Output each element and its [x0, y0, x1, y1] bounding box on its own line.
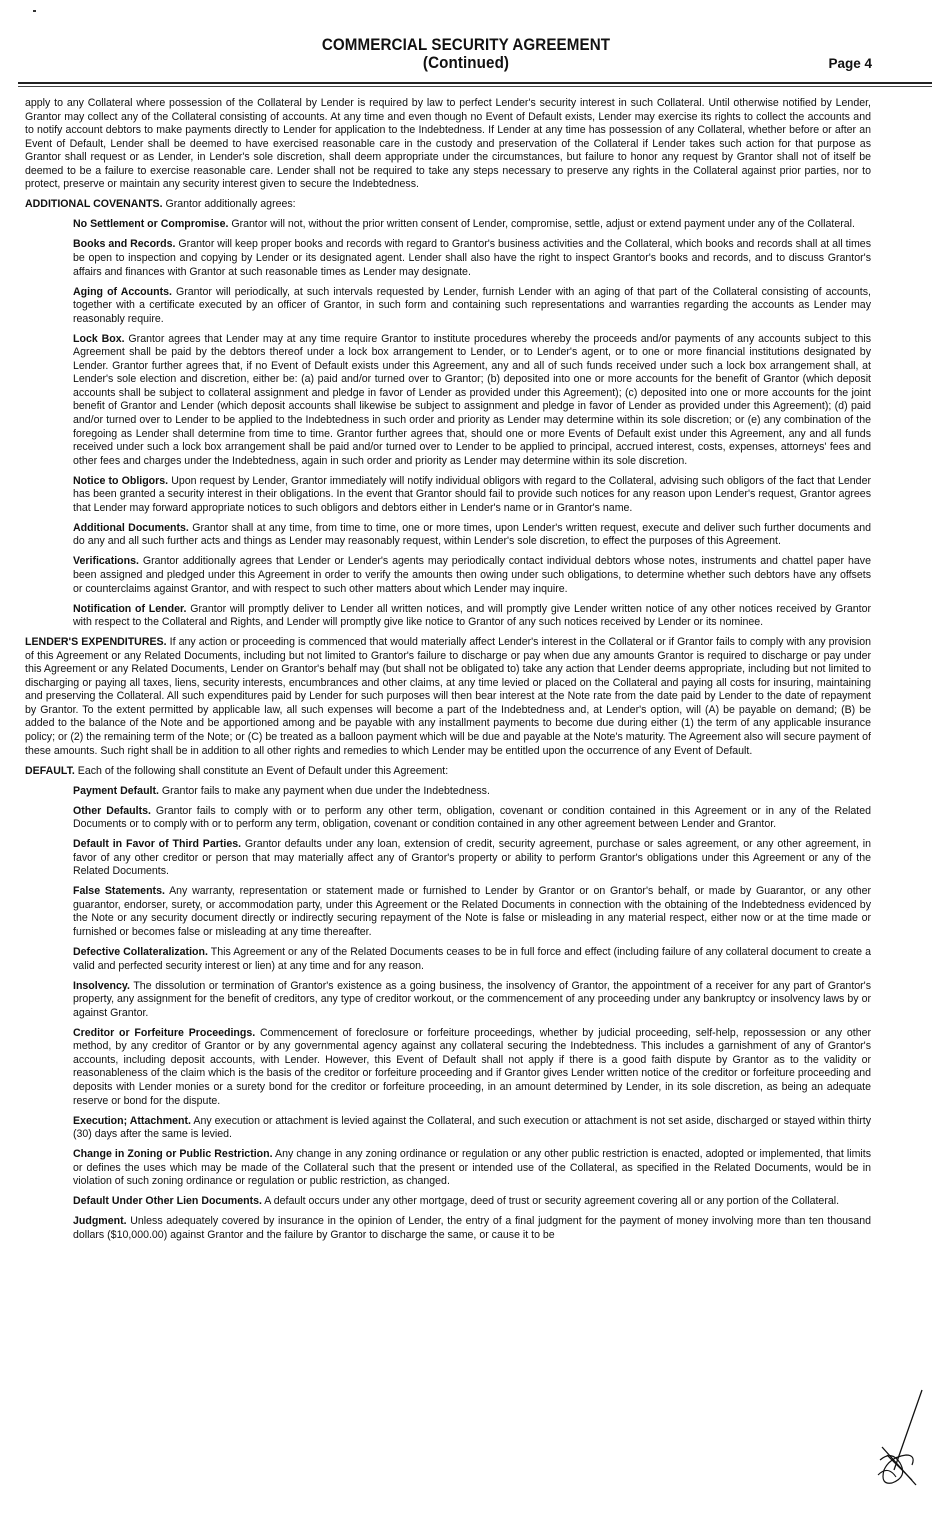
clause-execution-attachment [73, 1115, 871, 1142]
clause-heading: Additional Documents. [73, 521, 189, 534]
page-number: Page 4 [828, 56, 872, 71]
paragraph-text: Grantor agrees that Lender may at any time require Grantor to institute procedures whereby the proceeds and/or payments of any accounts subject to this Agreement shall be paid by the debtors thereof under a lock box arrangement to Lender, or to Lender's agent, or to one or more financial institutions designated by Lender. Grantor further agrees that, if no Event of Default exists under this Agreement, any and all of such funds received under such a lock box arrangement shall, at Lender's sole election and discretion, either be: (a) paid and/or turned over to Grantor; (b) deposited into one or more accounts for the benefit of Grantor (which deposit accounts shall be subject to collateral assignment and pledge in favor of Lender as provided under this Agreement); (c) deposited into one or more accounts for the joint benefit of Grantor and Lender (which deposit accounts shall likewise be subject to assignment and pledge in favor of Lender as provided under this Agreement); (d) paid and/or turned over to Lender to be applied to the Indebtedness in such order and priority as Lender may determine within its sole discretion; or (e) any combination of the foregoing as Lender shall determine from time to time. Grantor further agrees that, should one or more Events of Default exist under this Agreement, any and all funds received under such a lock box arrangement shall be paid and/or turned over to Lender to be applied to principal, accrued interest, costs, expenses, attorneys' fees and other fees and charges under the Indebtedness, again in such order and priority as Lender may determine within its sole discretion. [73, 332, 871, 467]
clause-aging-of-accounts [73, 286, 871, 327]
paragraph-text: Grantor will periodically, at such intervals requested by Lender, furnish Lender with an aging of that part of the Collateral consisting of accounts, together with a certificate executed by an officer of Grantor, in such form and containing such representations and warranties regarding the accounts as Lender may reasonably require. [73, 285, 871, 325]
section-heading: LENDER'S EXPENDITURES. [25, 636, 167, 649]
paragraph-text: Unless adequately covered by insurance in the opinion of Lender, the entry of a final judgment for the payment of money involving more than ten thousand dollars ($10,000.00) against Grantor and the failure by Grantor to discharge the same, or cause it to be [73, 1215, 871, 1241]
paragraph-text: Upon request by Lender, Grantor immediately will notify individual obligors with regard to the Collateral, advising such obligors of the fact that Lender has been granted a security interest in their obligations. In the event that Grantor should fail to provide such notices for any reason upon Lender's request, Grantor agrees that Lender may forward appropriate notices to such obligors and debtors either in Lender's name or in Grantor's name. [73, 474, 871, 514]
clause-heading: Payment Default. [73, 784, 159, 797]
paragraph-text: A default occurs under any other mortgage, deed of trust or security agreement covering all or any portion of the Collateral. [261, 1195, 840, 1208]
paragraph-text: Grantor will not, without the prior written consent of Lender, compromise, settle, adjust or extend payment under any of the Collateral. [228, 218, 855, 231]
paragraph-text: Grantor additionally agrees: [162, 198, 296, 211]
paragraph-text: Grantor fails to comply with or to perform any other term, obligation, covenant or condition contained in this Agreement or in any of the Related Documents or to comply with or to perform any term, obligation, covenant or condition contained in any other agreement between Lender and Grantor. [73, 804, 872, 831]
clause-verifications [73, 555, 871, 596]
clause-notice-to-obligors [73, 475, 871, 516]
paragraph-text: Any execution or attachment is levied against the Collateral, and such execution or attachment is not set aside, discharged or stayed within thirty (30) days after the same is levied. [73, 1114, 871, 1141]
clause-heading: Judgment. [73, 1215, 127, 1228]
paragraph-text: The dissolution or termination of Grantor's existence as a going business, the insolvency of Grantor, the appointment of a receiver for any part of Grantor's property, any assignment for the benefit of creditors, any type of creditor workout, or the commencement of any proceeding under any bankruptcy or insolvency laws by or against Grantor. [73, 979, 871, 1019]
clause-heading: Notice to Obligors. [73, 474, 169, 487]
paragraph-text: Grantor defaults under any loan, extension of credit, security agreement, purchase or sales agreement, or any other agreement, in favor of any other creditor or person that may materially affect any of Grantor's property or ability to perform Grantor's obligations under this Agreement or any of the Related Documents. [73, 838, 872, 878]
clause-notification-of-lender [73, 603, 871, 630]
clause-insolvency [73, 980, 871, 1021]
clause-creditor-forfeiture [73, 1027, 871, 1108]
header-rule-thick [18, 82, 932, 84]
document-subtitle: (Continued) [422, 54, 510, 72]
clause-heading: Verifications. [73, 555, 139, 568]
clause-heading: Creditor or Forfeiture Proceedings. [73, 1026, 256, 1039]
paragraph-text: Grantor will keep proper books and records with regard to Grantor's business activities and the Collateral, which books and records shall at all times be open to inspection and copying by Lender or its designated agent. Lender shall also have the right to inspect Grantor's books and records, and to discuss Grantor's affairs and finances with Grantor at such reasonable times as Lender may designate. [73, 238, 871, 278]
clause-defective-collateralization [73, 946, 871, 973]
paragraph-text: Grantor additionally agrees that Lender or Lender's agents may periodically contact individual debtors whose notes, instruments and chattel paper have been assigned and pledged under this Agreement in order to verify the amounts then owing under such obligations, to determine whether such debtors have any offsets or counterclaims against Grantor, and with respect to such other matters about which Lender may inquire. [73, 555, 871, 595]
clause-payment-default [73, 785, 871, 799]
clause-heading: Defective Collateralization. [73, 946, 208, 959]
page-header [0, 36, 932, 76]
clause-heading: Books and Records. [73, 238, 176, 251]
paragraph-text: Grantor shall at any time, from time to time, one or more times, upon Lender's written request, execute and deliver such further documents and do any and all such further acts and things as Lender may reasonably request, within Lender's sole discretion, to effect the purposes of this Agreement. [73, 521, 871, 548]
clause-heading: Notification of Lender. [73, 602, 187, 615]
paragraph-text: Each of the following shall constitute an Event of Default under this Agreement: [74, 764, 449, 777]
clause-third-parties [73, 838, 871, 879]
clause-heading: Default Under Other Lien Documents. [73, 1195, 262, 1208]
paragraph-text: Any change in any zoning ordinance or regulation or any other public restriction is enacted, adopted or implemented, that limits or defines the uses which may be made of the Collateral such that the present or intended use of the Collateral, as specified in the Related Documents, would be in violation of such zoning ordinance or regulation or public restriction, as changed. [73, 1148, 871, 1188]
clause-heading: Other Defaults. [73, 804, 151, 817]
clause-zoning-change [73, 1148, 871, 1189]
section-additional-covenants [25, 198, 871, 212]
section-lenders-expenditures [25, 636, 871, 758]
document-body [25, 97, 871, 1249]
clause-heading: No Settlement or Compromise. [73, 218, 229, 231]
paragraph-text: This Agreement or any of the Related Documents ceases to be in full force and effect (including failure of any collateral document to create a valid and perfected security interest or lien) at any time and for any reason. [73, 946, 871, 972]
clause-heading: Aging of Accounts. [73, 285, 172, 298]
section-heading: DEFAULT. [25, 764, 75, 777]
paragraph-text: Any warranty, representation or statement made or furnished to Lender by Grantor or on Grantor's behalf, or made by Guarantor, or any other guarantor, endorser, surety, or accommodation party, under this Agreement or the Related Documents in connection with the obtaining of the Indebtedness evidenced by the Note or any security document directly or indirectly securing repayment of the Note is false or misleading in any material respect, either now or at the time made or furnished or becomes false or misleading at any time thereafter. [73, 885, 871, 939]
paragraph-text: Grantor fails to make any payment when due under the Indebtedness. [158, 784, 490, 797]
scan-speck [33, 10, 36, 12]
clause-heading: False Statements. [73, 885, 165, 898]
paragraph-text: apply to any Collateral where possession of the Collateral by Lender is required by law to perfect Lender's security interest in such Collateral. Until otherwise notified by Lender, Grantor may collect any of the Collateral consisting of accounts. At any time and even though no Event of Default exists, Lender may exercise its rights to collect the accounts and to notify account debtors to make payments directly to Lender for application to the Indebtedness. If Lender at any time has possession of any Collateral, whether before or after an Event of Default, Lender shall be deemed to have exercised reasonable care in the custody and preservation of the Collateral if Lender takes such action for that purpose as Grantor shall request or as Lender, in Lender's sole discretion, shall deem appropriate under the circumstances, but failure to honor any request by Grantor shall not of itself be deemed to be a failure to exercise reasonable care. Lender shall not be required to take any steps necessary to preserve any rights in the Collateral against prior parties, nor to protect, preserve or maintain any security interest given to secure the Indebtedness. [25, 97, 871, 191]
clause-additional-documents [73, 522, 871, 549]
clause-heading: Execution; Attachment. [73, 1114, 191, 1127]
header-rule-thin [18, 86, 932, 87]
clause-heading: Change in Zoning or Public Restriction. [73, 1148, 273, 1161]
paragraph-text: Grantor will promptly deliver to Lender all written notices, and will promptly give Lender written notice of any other notices received by Grantor with respect to the Collateral and Rights, and Lender will promptly give like notice to Grantor of any such notices received by Lender or its nominee. [73, 602, 872, 629]
clause-no-settlement [73, 218, 871, 232]
paragraph-text: Commencement of foreclosure or forfeiture proceedings, whether by judicial proceeding, self-help, repossession or any other method, by any creditor of Grantor or by any governmental agency against any collateral securing the Indebtedness. This includes a garnishment of any of Grantor's accounts, including deposit accounts, with Lender. However, this Event of Default shall not apply if there is a good faith dispute by Grantor as to the validity or reasonableness of the claim which is the basis of the creditor or forfeiture proceeding and if Grantor gives Lender written notice of the creditor or forfeiture proceeding and deposits with Lender monies or a surety bond for the creditor or forfeiture proceeding, in an amount determined by Lender, in its sole discretion, as being an adequate reserve or bond for the dispute. [73, 1026, 871, 1107]
section-heading: ADDITIONAL COVENANTS. [25, 198, 163, 211]
clause-judgment [73, 1215, 871, 1242]
document-title: COMMERCIAL SECURITY AGREEMENT [321, 36, 611, 54]
clause-heading: Lock Box. [73, 332, 125, 345]
section-default [25, 765, 871, 779]
clause-heading: Insolvency. [73, 979, 130, 992]
clause-other-defaults [73, 805, 871, 832]
clause-false-statements [73, 885, 871, 939]
clause-heading: Default in Favor of Third Parties. [73, 838, 242, 851]
initials-signature [872, 1385, 932, 1495]
clause-books-and-records [73, 238, 871, 279]
paragraph-text: If any action or proceeding is commenced that would materially affect Lender's interest in the Collateral or if Grantor fails to comply with any provision of this Agreement or any Related Documents, including but not limited to Grantor's failure to discharge or pay when due any amounts Grantor is required to discharge or pay under this Agreement or any Related Documents, Lender on Grantor's behalf may (but shall not be obligated to) take any action that Lender deems appropriate, including but not limited to discharging or paying all taxes, liens, security interests, encumbrances and other claims, at any time levied or placed on the Collateral and paying all costs for insuring, maintaining and preserving the Collateral. All such expenditures paid by Lender for such purposes will then bear interest at the Note rate from the date paid by Lender to the date of repayment by Grantor. To the extent permitted by applicable law, all such expenses will become a part of the Indebtedness and, at Lender's option, will (A) be payable on demand; (B) be added to the balance of the Note and be apportioned among and be payable with any installment payments to become due during either (1) the term of any applicable insurance policy; or (2) the remaining term of the Note; or (C) be treated as a balloon payment which will be due and payable at the Note's maturity. The Agreement also will secure payment of these amounts. Such right shall be in addition to all other rights and remedies to which Lender may be entitled upon the occurrence of any Event of Default. [25, 636, 871, 757]
clause-lock-box [73, 333, 871, 468]
paragraph-collateral-continued [25, 97, 871, 192]
clause-other-lien-documents [73, 1195, 871, 1209]
